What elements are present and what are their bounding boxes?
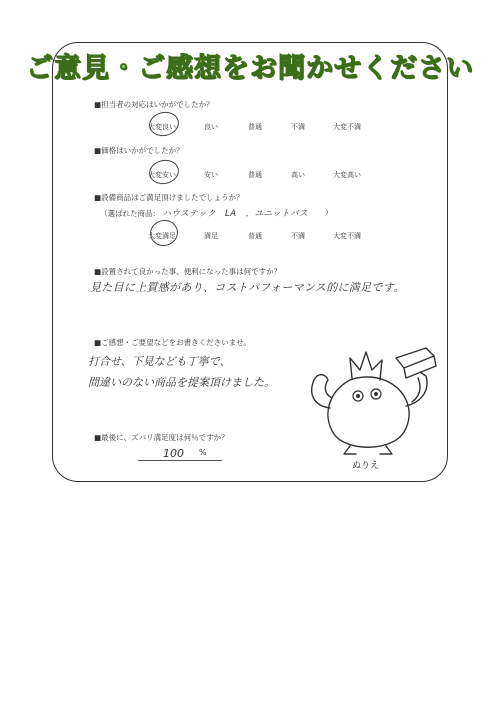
question-equipment: ■設備商品はご満足頂けましたでしょうか？ [94,193,244,202]
mascot-body [328,377,409,447]
mascot-block [396,348,436,378]
option-normal: 普通 [248,123,262,131]
options-equipment [148,231,388,243]
product-handwritten: ハウステック LA ，ユニットバス [162,209,309,219]
option-expensive: 高い [291,171,305,179]
mascot-left-arm [312,375,332,408]
option-very-satisfied: 大変満足 [148,232,176,240]
option-normal: 普通 [248,232,262,240]
question-impressions: ■ご感想・ご要望などをお書きくださいませ。 [94,338,251,347]
mascot-illustration [300,336,450,460]
options-price [148,170,388,182]
mascot-right-arm-inner [412,378,420,402]
question-staff-response: ■担当者の対応はいかがでしたか？ [94,100,214,109]
answer-good-points: 見た目に上質感があり、コストパフォーマンス的に満足です。 [90,281,405,294]
chosen-product-line [100,207,333,219]
question-satisfaction: ■最後に、ズバリ満足度は何％ですか？ [94,433,229,442]
option-very-unsatisfied: 大変不満 [333,232,361,240]
option-good: 良い [204,123,218,131]
option-normal: 普通 [248,171,262,179]
answer-impressions-line1: 打合せ、下見なども丁寧で、 [88,355,231,368]
option-unsatisfied: 不満 [291,123,305,131]
product-suffix: ） [325,208,333,217]
mascot-hair [350,352,382,380]
page-title: ご意見・ご感想をお聞かせください [26,53,474,84]
question-good-points: ■設置されて良かった事、便利になった事は何ですか？ [94,267,282,276]
satisfaction-value: 100 [163,447,184,460]
option-cheap: 安い [204,171,218,179]
satisfaction-underline [138,460,222,461]
answer-impressions-line2: 間違いのない商品を提案頂けました。 [88,376,275,389]
option-unsatisfied: 不満 [291,232,305,240]
question-price: ■価格はいかがでしたか？ [94,146,184,155]
product-prefix: （選ばれた商品： [100,209,160,218]
option-satisfied: 満足 [204,232,218,240]
options-staff-response [148,122,388,134]
option-very-cheap: 大変安い [148,171,176,179]
mascot-caption: ぬりえ [352,461,380,471]
option-very-unsatisfied: 大変不満 [333,123,361,131]
option-very-good: 大変良い [148,123,176,131]
option-very-expensive: 大変高い [333,171,361,179]
satisfaction-unit: % [199,448,207,457]
